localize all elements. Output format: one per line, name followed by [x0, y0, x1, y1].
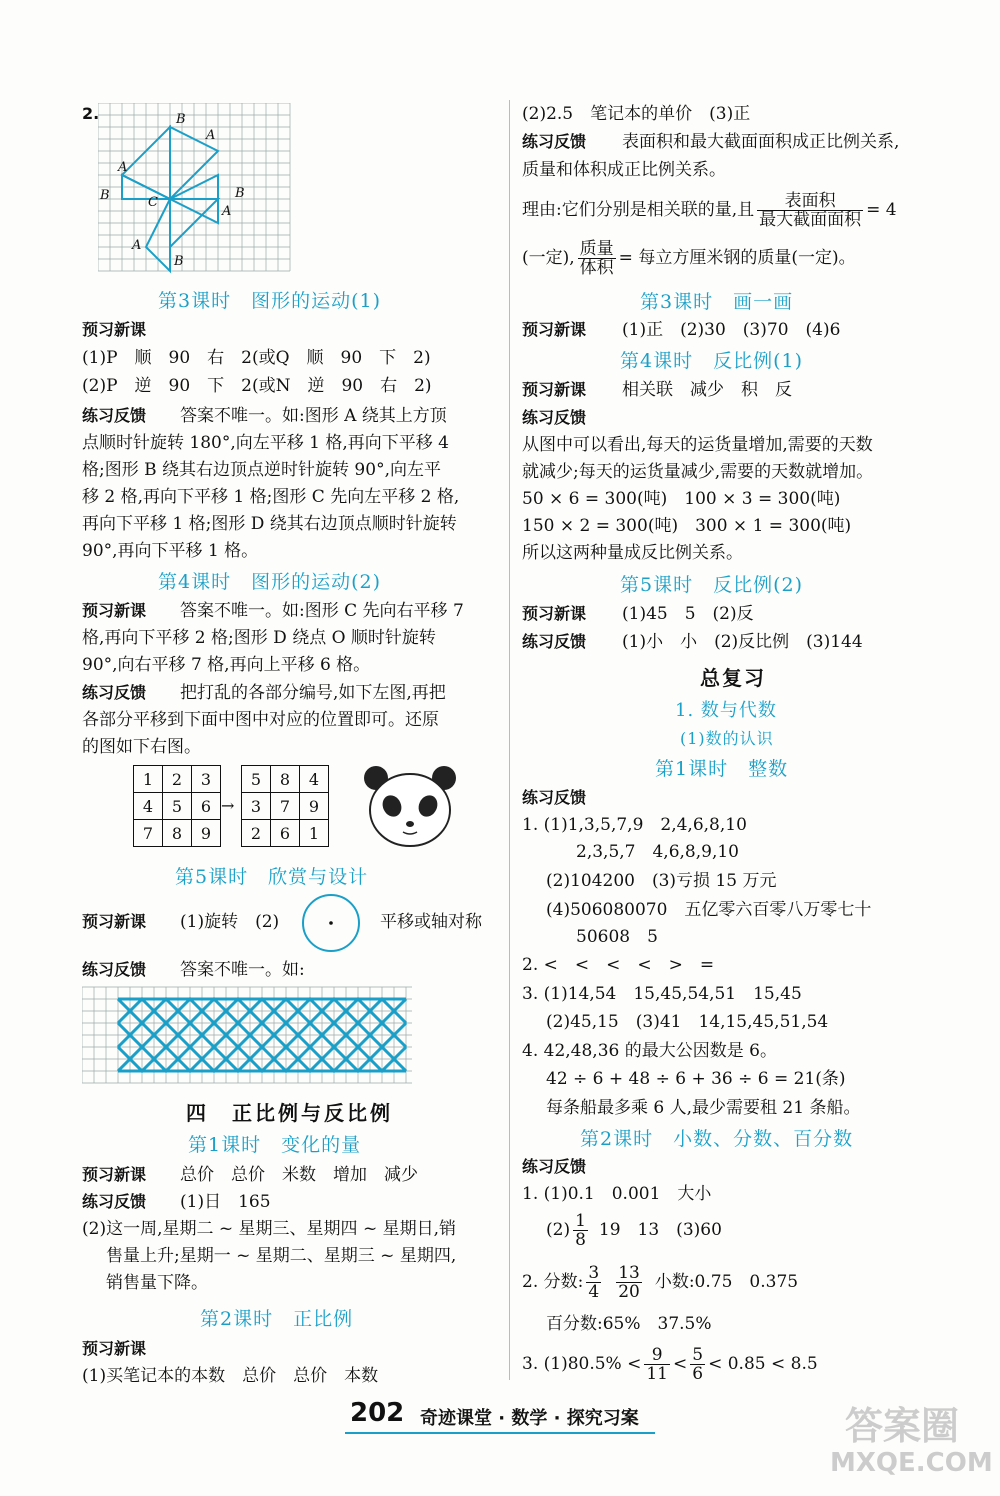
answer-line: (2)2.5 笔记本的单价 (3)正: [522, 104, 751, 124]
fraction: [573, 1212, 588, 1249]
section-label: 预习新课: [522, 604, 587, 623]
section-label: 练习反馈: [522, 632, 587, 651]
section-label: 预习新课: [82, 912, 147, 931]
answer-line: 的图如下右图。: [82, 737, 201, 757]
grid-cell: 2: [242, 820, 271, 847]
answer-line: (4)506080070 五亿零六百零八万零七十: [546, 900, 872, 920]
answer-text: (2): [546, 1220, 571, 1240]
grid-cell: 2: [163, 766, 192, 793]
answer-line: 再向下平移 1 格;图形 D 绕其右边顶点顺时针旋转: [82, 514, 457, 534]
answer-text: 19 13 (3)60: [598, 1220, 722, 1240]
section-label: 预习新课: [82, 1165, 147, 1184]
reason-text: (一定),: [522, 248, 575, 268]
answer-line: 90°,向右平移 7 格,再向上平移 6 格。: [82, 655, 371, 675]
answer-line: 50608 5: [576, 927, 658, 947]
section-label: 练习反馈: [522, 788, 587, 807]
lesson5-heading: 第5课时 欣赏与设计: [175, 866, 369, 888]
fraction: [690, 1346, 705, 1383]
svg-text:B: B: [174, 254, 184, 269]
unit4-lesson1-heading: 第1课时 变化的量: [188, 1134, 362, 1156]
answer-line: 1. (1)0.1 0.001 大小: [522, 1184, 712, 1204]
numerator: 质量: [579, 239, 614, 259]
answer-line: (2)这一周,星期二 ~ 星期三、星期四 ~ 星期日,销: [82, 1219, 456, 1239]
numerator: 13: [618, 1263, 640, 1283]
answer-text: 2. 分数:: [522, 1272, 584, 1292]
grid-cell: 3: [192, 766, 221, 793]
arrow-icon: →: [221, 796, 235, 815]
answer-line: 150 × 2 = 300(吨) 300 × 1 = 300(吨): [522, 516, 852, 536]
numbered-grid-left: [133, 765, 221, 847]
answer-line: 90°,再向下平移 1 格。: [82, 541, 259, 561]
review-subheading: (1)数的认识: [680, 729, 774, 748]
fraction: [644, 1346, 670, 1383]
section-label: 练习反馈: [522, 132, 587, 151]
grid-cell: 3: [242, 793, 271, 820]
grid-cell: 9: [300, 793, 329, 820]
grid-cell: 5: [242, 766, 271, 793]
fraction: [578, 240, 616, 277]
svg-text:B: B: [235, 186, 245, 201]
answer-line: 每条船最多乘 6 人,最少需要租 21 条船。: [546, 1098, 861, 1118]
answer-line: 2. < < < < > =: [522, 955, 715, 975]
answer-line: 2,3,5,7 4,6,8,9,10: [576, 842, 739, 862]
section-label: 预习新课: [522, 320, 587, 339]
answer-text: <: [673, 1354, 688, 1374]
answer-line: 答案不唯一。如:图形 C 先向右平移 7: [180, 601, 464, 621]
svg-text:A: A: [118, 160, 128, 175]
answer-text: < 0.85 < 8.5: [708, 1354, 818, 1374]
grid-cell: 5: [163, 793, 192, 820]
answer-line: (2)P 逆 90 下 2(或N 逆 90 右 2): [82, 376, 432, 396]
lesson5-heading: 第5课时 反比例(2): [620, 574, 804, 596]
answer-line: (1)45 5 (2)反: [622, 604, 754, 624]
grid-cell: 1: [300, 820, 329, 847]
unit4-lesson2-heading: 第2课时 正比例: [200, 1308, 354, 1330]
answer-line: [522, 192, 897, 229]
answer-line: (1)P 顺 90 右 2(或Q 顺 90 下 2): [82, 348, 431, 368]
answer-line: 把打乱的各部分编号,如下左图,再把: [180, 683, 446, 703]
denominator: 4: [588, 1282, 600, 1302]
answer-line: (1)买笔记本的本数 总价 总价 本数: [82, 1366, 379, 1386]
footer-rule: [345, 1432, 655, 1434]
panda-face-image: [360, 760, 460, 850]
answer-line: 表面积和最大截面面积成正比例关系,: [622, 132, 900, 152]
review-heading: 总复习: [700, 666, 766, 690]
answer-line: 格,再向下平移 2 格;图形 D 绕点 O 顺时针旋转: [82, 628, 436, 648]
svg-text:C: C: [148, 195, 158, 210]
answer-line: (1)旋转 (2): [180, 912, 280, 932]
answer-line: 售量上升;星期一 ~ 星期二、星期三 ~ 星期四,: [106, 1246, 457, 1266]
section-label: 预习新课: [82, 1339, 147, 1358]
section-label: 练习反馈: [82, 1192, 147, 1211]
reason-text: = 每立方厘米钢的质量(一定)。: [618, 248, 856, 268]
answer-line: 质量和体积成正比例关系。: [522, 160, 726, 180]
answer-line: [522, 1264, 798, 1301]
question-number: 2.: [82, 104, 100, 123]
answer-line: 格;图形 B 绕其右边顶点逆时针旋转 90°,向左平: [82, 460, 441, 480]
denominator: 6: [692, 1364, 704, 1384]
reason-text: 理由:它们分别是相关联的量,且: [522, 200, 755, 220]
section-label: 预习新课: [82, 601, 147, 620]
answer-line: (2)104200 (3)亏损 15 万元: [546, 871, 777, 891]
grid-cell: 7: [271, 793, 300, 820]
circle-figure: [298, 893, 364, 953]
answer-line: 50 × 6 = 300(吨) 100 × 3 = 300(吨): [522, 489, 841, 509]
fraction: [757, 192, 863, 229]
review-subheading: 1. 数与代数: [675, 700, 777, 721]
denominator: 8: [575, 1230, 586, 1250]
answer-line: 就减少;每天的运货量减少,需要的天数就增加。: [522, 462, 874, 482]
section-label: 练习反馈: [82, 683, 147, 702]
rotation-figure: [98, 103, 294, 278]
grid-cell: 9: [192, 820, 221, 847]
lesson4-heading: 第4课时 图形的运动(2): [158, 571, 382, 593]
reason-text: = 4: [866, 200, 897, 220]
answer-line: 点顺时针旋转 180°,向左平移 1 格,再向下平移 4: [82, 433, 450, 453]
numerator: 3: [588, 1263, 600, 1283]
fraction: [586, 1264, 601, 1301]
answer-line: (2)45,15 (3)41 14,15,45,51,54: [546, 1012, 829, 1032]
unit4-heading: 四 正比例与反比例: [186, 1101, 393, 1125]
section-label: 预习新课: [522, 380, 587, 399]
answer-text: 小数:0.75 0.375: [654, 1272, 799, 1292]
numbered-grid-right: [241, 765, 329, 847]
grid-cell: 7: [134, 820, 163, 847]
watermark-logo: 答案圈: [845, 1404, 960, 1448]
section-label: 练习反馈: [82, 960, 147, 979]
pattern-design-figure: [82, 985, 416, 1089]
section-label: 练习反馈: [522, 1157, 587, 1176]
svg-text:A: A: [132, 238, 142, 253]
answer-line: [522, 240, 856, 277]
answer-line: 所以这两种量成反比例关系。: [522, 543, 743, 563]
answer-line: [522, 1346, 818, 1383]
answer-line: (1)正 (2)30 (3)70 (4)6: [622, 320, 841, 340]
page-number: 202: [350, 1398, 405, 1428]
section-label: 练习反馈: [522, 408, 587, 427]
numerator: 5: [692, 1345, 704, 1365]
svg-text:B: B: [176, 112, 186, 127]
answer-line: 从图中可以看出,每天的运货量增加,需要的天数: [522, 435, 873, 455]
answer-line: (1)小 小 (2)反比例 (3)144: [622, 632, 863, 652]
denominator: 11: [646, 1364, 668, 1384]
numerator: 9: [644, 1346, 670, 1365]
svg-text:A: A: [222, 204, 232, 219]
denominator: 体积: [579, 258, 614, 278]
answer-line: 百分数:65% 37.5%: [546, 1314, 712, 1334]
column-divider: [509, 100, 510, 1380]
grid-cell: 4: [300, 766, 329, 793]
review-lesson1-heading: 第1课时 整数: [655, 758, 789, 780]
grid-cell: 6: [271, 820, 300, 847]
answer-line: 销售量下降。: [106, 1273, 208, 1293]
grid-cell: 4: [134, 793, 163, 820]
answer-line: 1. (1)1,3,5,7,9 2,4,6,8,10: [522, 815, 747, 835]
answer-line: [546, 1212, 722, 1249]
grid-cell: 6: [192, 793, 221, 820]
answer-line: 4. 42,48,36 的最大公因数是 6。: [522, 1041, 777, 1061]
answer-line: 相关联 减少 积 反: [622, 380, 792, 400]
lesson4-heading: 第4课时 反比例(1): [620, 350, 804, 372]
answer-line: 平移或轴对称: [380, 912, 482, 932]
answer-line: 3. (1)14,54 15,45,54,51 15,45: [522, 984, 802, 1004]
lesson3-heading: 第3课时 图形的运动(1): [158, 290, 382, 312]
denominator: 20: [618, 1282, 640, 1302]
answer-line: 各部分平移到下面中图中对应的位置即可。还原: [82, 710, 439, 730]
numerator: 表面积: [757, 192, 863, 211]
fraction: [616, 1264, 642, 1301]
answer-line: 移 2 格,再向下平移 1 格;图形 C 先向左平移 2 格,: [82, 487, 460, 507]
grid-cell: 1: [134, 766, 163, 793]
section-label: 预习新课: [82, 320, 147, 339]
answer-text: 3. (1)80.5% <: [522, 1354, 642, 1374]
grid-cell: 8: [163, 820, 192, 847]
answer-line: 答案不唯一。如:图形 A 绕其上方顶: [180, 406, 447, 426]
series-title: 奇迹课堂 · 数学 · 探究习案: [420, 1408, 639, 1429]
section-label: 练习反馈: [82, 406, 147, 425]
review-lesson2-heading: 第2课时 小数、分数、百分数: [580, 1128, 854, 1150]
answer-line: 答案不唯一。如:: [180, 960, 305, 980]
denominator: 最大截面面积: [759, 210, 862, 230]
answer-line: 总价 总价 米数 增加 减少: [180, 1165, 418, 1185]
numerator: 1: [575, 1211, 586, 1231]
svg-text:B: B: [100, 188, 110, 203]
grid-cell: 8: [271, 766, 300, 793]
watermark-url: MXQE.COM: [830, 1448, 993, 1478]
answer-line: 42 ÷ 6 + 48 ÷ 6 + 36 ÷ 6 = 21(条): [546, 1069, 846, 1089]
svg-text:A: A: [206, 128, 216, 143]
lesson3-heading: 第3课时 画一画: [640, 291, 794, 313]
answer-line: (1)日 165: [180, 1192, 271, 1212]
